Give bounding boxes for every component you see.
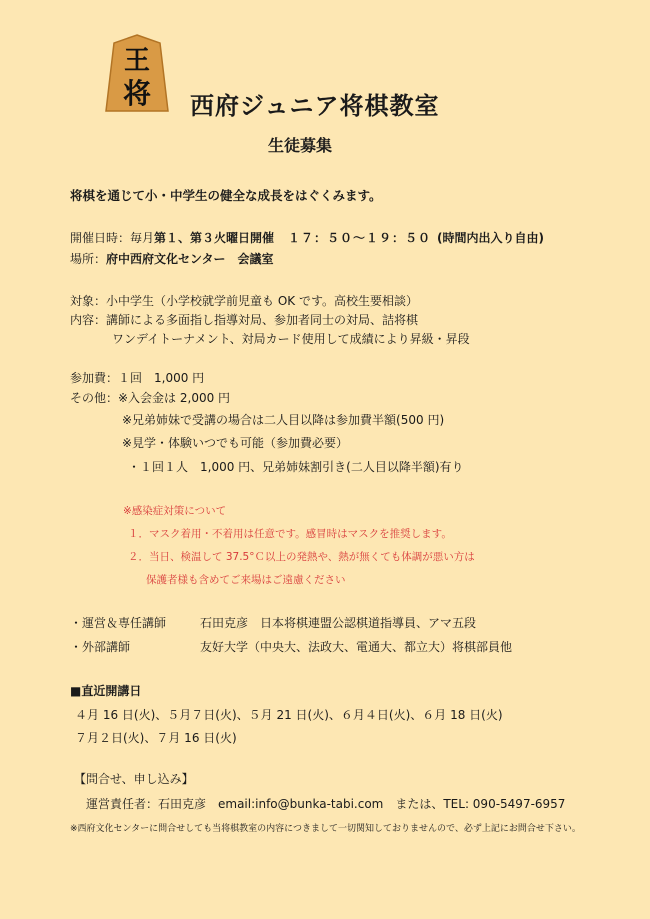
venue-line — [70, 250, 274, 267]
staff-row-2-name: 友好大学（中央大、法政大、電通大、都立大）将棋部員他 — [200, 640, 513, 654]
other-line-1: その他：※入会金は 2,000 円 — [70, 391, 231, 405]
content-line-1: 内容：講師による多面指し指導対局、参加者同士の対局、詰将棋 — [70, 313, 419, 327]
target-line: 対象：小中学生（小学校就学前児童も OK です。高校生要相談） — [70, 294, 418, 308]
schedule-label: 開催日時：毎月 — [70, 231, 155, 245]
covid-item-1: １．マスク着用・不着用は任意です。感冒時はマスクを推奨します。 — [128, 528, 452, 540]
staff-row-2-label: ・外部講師 — [70, 640, 131, 654]
dates-line-1: ４月 16 日(火)、５月７日(火)、５月 21 日(火)、６月４日(火)、６月 18 日(火) — [75, 708, 503, 722]
covid-heading: ※感染症対策について — [123, 505, 227, 517]
dates-heading: ■直近開講日 — [70, 684, 142, 698]
piece-char-bottom: 将 — [122, 77, 152, 110]
fee-line: 参加費：１回 1,000 円 — [70, 371, 205, 385]
other-line-4: ・１回１人 1,000 円、兄弟姉妹割引き(二人目以降半額)有り — [128, 460, 464, 474]
other-line-3: ※見学・体験いつでも可能（参加費必要） — [122, 436, 349, 450]
contact-line: 運営責任者：石田克彦 email:info@bunka-tabi.com または、TEL: 090-5497-6957 — [86, 797, 566, 811]
staff-row-1-name: 石田克彦 日本将棋連盟公認棋道指導員、アマ五段 — [200, 616, 477, 630]
lead-text: 将棋を通じて小・中学生の健全な成長をはぐくみます。 — [70, 188, 382, 203]
venue-name: 府中西府文化センター 会議室 — [106, 252, 274, 266]
covid-item-2: ２．当日、検温して 37.5°Ｃ以上の発熱や、熱が無くても体調が悪い方は — [128, 551, 475, 563]
page-subtitle: 生徒募集 — [268, 136, 333, 155]
dates-line-2: ７月２日(火)、７月 16 日(火) — [75, 731, 237, 745]
schedule-line — [70, 229, 544, 246]
other-line-2: ※兄弟姉妹で受講の場合は二人目以降は参加費半額(500 円) — [122, 413, 445, 427]
shogi-piece-logo — [104, 33, 170, 113]
contact-note: ※西府文化センターに問合せしても当将棋教室の内容につきまして一切関知しておりませんので、必ず上記にお問合せ下さい。 — [70, 824, 581, 834]
staff-row-1-label: ・運営＆専任講師 — [70, 616, 167, 630]
covid-item-3: 保護者様も含めてご来場はご遠慮ください — [146, 574, 346, 586]
schedule-days: 第１、第３火曜日開催 — [154, 231, 275, 245]
venue-label: 場所： — [70, 252, 107, 266]
piece-char-top: 王 — [123, 46, 151, 76]
page-title: 西府ジュニア将棋教室 — [190, 92, 440, 120]
contact-heading: 【問合せ、申し込み】 — [74, 772, 194, 786]
schedule-note: (時間内出入り自由) — [437, 231, 545, 245]
content-line-2: ワンデイトーナメント、対局カード使用して成績により昇級・昇段 — [112, 332, 470, 346]
schedule-time: １７：５０〜１９：５０ — [288, 231, 432, 245]
